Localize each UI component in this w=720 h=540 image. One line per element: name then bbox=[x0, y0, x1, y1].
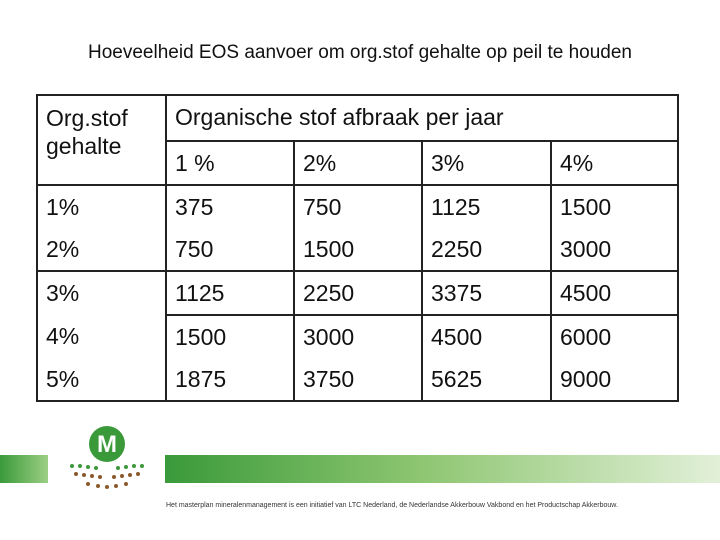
column-header: 2% bbox=[294, 141, 422, 185]
table-row bbox=[37, 185, 678, 228]
table-cell: 750 bbox=[166, 228, 294, 271]
table-cell: 1875 bbox=[166, 358, 294, 401]
table-cell: 3750 bbox=[294, 358, 422, 401]
row-label: 5% bbox=[37, 358, 166, 401]
data-table bbox=[36, 94, 679, 402]
table-cell: 3375 bbox=[422, 271, 551, 315]
table-cell: 3000 bbox=[551, 228, 678, 271]
table-cell: 1500 bbox=[166, 315, 294, 358]
table-cell: 4500 bbox=[422, 315, 551, 358]
row-label: 1% bbox=[37, 185, 166, 228]
table-cell: 750 bbox=[294, 185, 422, 228]
logo-letter: M bbox=[97, 431, 117, 458]
row-label: 2% bbox=[37, 228, 166, 271]
table-cell: 9000 bbox=[551, 358, 678, 401]
table-row bbox=[37, 228, 678, 271]
logo bbox=[66, 422, 148, 494]
footer-bar-right bbox=[165, 455, 720, 483]
table-cell: 1500 bbox=[294, 228, 422, 271]
table-row bbox=[37, 358, 678, 401]
footer-bar-left bbox=[0, 455, 48, 483]
table-cell: 4500 bbox=[551, 271, 678, 315]
table-cell: 2250 bbox=[422, 228, 551, 271]
row-header-cell: Org.stof gehalte bbox=[37, 95, 166, 185]
column-group-header: Organische stof afbraak per jaar bbox=[166, 95, 678, 141]
table-row bbox=[37, 315, 678, 358]
table-row bbox=[37, 271, 678, 315]
table-cell: 5625 bbox=[422, 358, 551, 401]
logo-mark-icon bbox=[66, 422, 148, 494]
column-header: 3% bbox=[422, 141, 551, 185]
table-cell: 1500 bbox=[551, 185, 678, 228]
column-header: 1 % bbox=[166, 141, 294, 185]
table-cell: 3000 bbox=[294, 315, 422, 358]
slide-title: Hoeveelheid EOS aanvoer om org.stof gehalte op peil te houden bbox=[88, 42, 632, 63]
table-cell: 1125 bbox=[166, 271, 294, 315]
table-cell: 375 bbox=[166, 185, 294, 228]
row-label: 3% bbox=[37, 271, 166, 315]
table-cell: 2250 bbox=[294, 271, 422, 315]
footer-text: Het masterplan mineralenmanagement is een initiatief van LTC Nederland, de Nederlandse Akkerbouw Vakbond en het Productschap Akkerbouw. bbox=[166, 502, 618, 509]
table-cell: 1125 bbox=[422, 185, 551, 228]
row-label: 4% bbox=[37, 315, 166, 358]
column-header: 4% bbox=[551, 141, 678, 185]
table-cell: 6000 bbox=[551, 315, 678, 358]
